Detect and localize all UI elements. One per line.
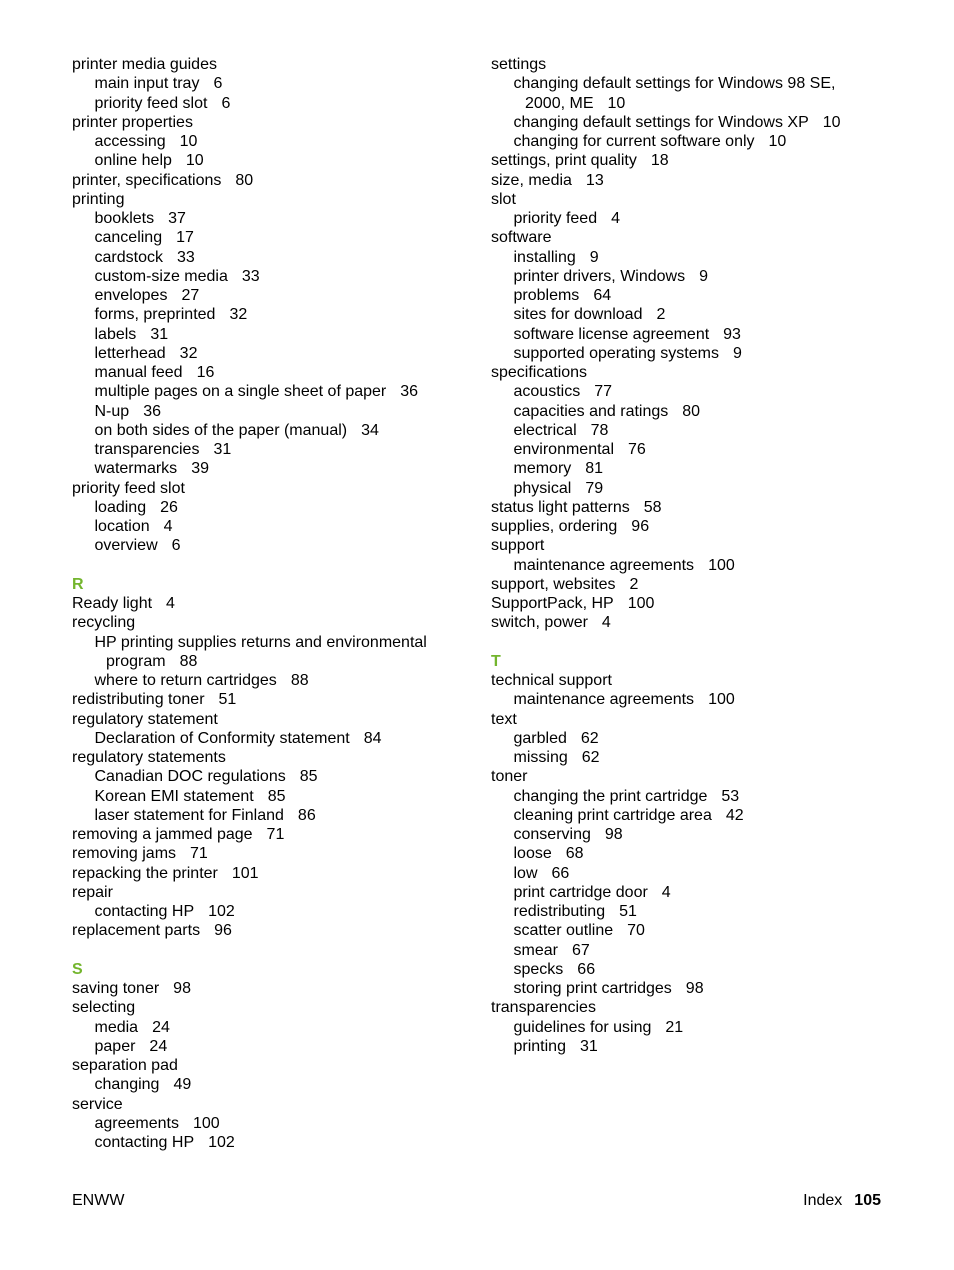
entry-text: software — [491, 229, 552, 247]
entry-text: smear — [513, 941, 558, 959]
index-entry — [491, 228, 891, 247]
entry-text: removing jams — [72, 845, 177, 863]
index-subentry — [491, 74, 891, 93]
index-subentry — [491, 921, 891, 940]
index-subentry — [72, 1114, 472, 1133]
index-subentry — [491, 748, 891, 767]
index-subentry — [72, 1133, 472, 1152]
index-entry — [72, 1095, 472, 1114]
entry-text: environmental — [513, 441, 614, 458]
entry-text: maintenance agreements — [513, 691, 695, 709]
entry-text: 2000, ME — [525, 94, 594, 112]
entry-text: separation pad — [72, 1057, 178, 1074]
index-entry — [72, 113, 472, 132]
entry-text: specks — [513, 960, 564, 978]
entry-text: printer, specifications — [72, 171, 222, 189]
entry-text: support — [491, 537, 545, 555]
index-subentry — [491, 479, 891, 498]
page-reference-link[interactable]: 18 — [650, 152, 669, 170]
index-column-left — [72, 55, 472, 1152]
entry-text: multiple pages on a single sheet of paper — [94, 383, 387, 401]
index-subentry — [72, 1037, 472, 1056]
entry-text: support, websites — [491, 575, 616, 593]
index-subentry — [72, 1075, 472, 1094]
index-subentry — [72, 633, 472, 652]
entry-text: SupportPack, HP — [491, 595, 614, 612]
entry-text: switch, power — [491, 614, 588, 632]
entry-text: on both sides of the paper (manual) — [94, 421, 348, 439]
page-reference-link[interactable]: 6 — [171, 537, 181, 555]
index-entry — [72, 479, 472, 498]
entry-text: electrical — [513, 421, 577, 439]
index-subentry — [72, 248, 472, 267]
page-reference-link[interactable]: 6 — [221, 94, 231, 112]
index-subentry — [491, 690, 891, 709]
index-subentry — [72, 74, 472, 93]
index-subentry — [72, 767, 472, 786]
page-reference-link[interactable]: 71 — [266, 826, 285, 843]
entry-text: saving toner — [72, 980, 160, 997]
page-reference-link[interactable]: 84 — [363, 729, 382, 747]
page-reference-link[interactable]: 88 — [290, 672, 309, 689]
index-entry — [491, 55, 891, 74]
page-reference-link[interactable]: 36 — [400, 383, 419, 401]
index-subentry — [72, 267, 472, 286]
entry-text: labels — [94, 325, 137, 343]
entry-text: forms, preprinted — [94, 306, 216, 324]
index-entry — [491, 151, 891, 170]
index-subentry — [491, 825, 891, 844]
index-subentry — [491, 421, 891, 440]
page-reference-link[interactable]: 27 — [181, 287, 200, 304]
entry-text: cardstock — [94, 248, 163, 266]
page-reference-link[interactable]: 53 — [721, 787, 740, 805]
page-reference-link[interactable]: 42 — [725, 806, 744, 824]
page-reference-link[interactable]: 85 — [299, 768, 318, 786]
index-subentry — [72, 305, 472, 324]
entry-text: canceling — [94, 229, 163, 247]
index-subentry — [72, 209, 472, 228]
index-entry — [72, 844, 472, 863]
page-reference-link[interactable]: 9 — [589, 248, 599, 266]
entry-text: Ready light — [72, 595, 153, 612]
index-subentry — [72, 228, 472, 247]
entry-text: specifications — [491, 364, 588, 381]
entry-text: repair — [72, 883, 113, 901]
page-reference-link[interactable]: 4 — [163, 518, 173, 535]
page-reference-link[interactable]: 98 — [604, 826, 623, 843]
page-reference-link[interactable]: 36 — [143, 402, 161, 420]
entry-text: settings, print quality — [491, 152, 637, 170]
entry-text: low — [513, 864, 538, 882]
entry-text: program — [106, 652, 166, 670]
index-subentry — [72, 498, 472, 517]
index-subentry — [491, 556, 891, 575]
page-reference-link[interactable]: 93 — [723, 325, 741, 343]
index-subentry — [72, 440, 472, 459]
entry-text: capacities and ratings — [513, 402, 669, 420]
page-reference-link[interactable]: 4 — [661, 883, 671, 901]
page-reference-link[interactable]: 62 — [581, 749, 600, 766]
entry-text: acoustics — [513, 383, 581, 401]
entry-text: print cartridge door — [513, 883, 648, 901]
index-entry — [72, 748, 472, 767]
entry-text: size, media — [491, 171, 572, 189]
index-subentry — [491, 459, 891, 478]
entry-text: regulatory statements — [72, 749, 226, 766]
page-reference-link[interactable]: 10 — [179, 133, 198, 150]
entry-text: redistributing — [513, 903, 606, 920]
index-entry — [72, 825, 472, 844]
page-reference-link[interactable]: 80 — [235, 171, 254, 189]
entry-text: agreements — [94, 1114, 179, 1132]
index-subentry — [491, 132, 891, 151]
index-entry — [491, 363, 891, 382]
page-reference-link[interactable]: 31 — [213, 441, 232, 458]
entry-text: letterhead — [94, 344, 166, 362]
page-reference-link[interactable]: 6 — [213, 75, 223, 93]
index-entry — [72, 171, 472, 190]
entry-text: memory — [513, 460, 572, 478]
page-reference-link[interactable]: 67 — [571, 941, 590, 959]
footer-page-info — [803, 1192, 881, 1210]
page-reference-link[interactable]: 33 — [241, 267, 260, 285]
index-entry — [491, 536, 891, 555]
entry-text: installing — [513, 248, 576, 266]
index-subentry — [72, 421, 472, 440]
page-reference-link[interactable]: 98 — [685, 980, 704, 997]
page-reference-link[interactable]: 24 — [149, 1037, 168, 1055]
page-reference-link[interactable]: 78 — [590, 421, 609, 439]
index-entry — [72, 594, 472, 613]
page-reference-link[interactable]: 101 — [231, 864, 259, 882]
index-entry-continuation — [72, 652, 472, 671]
entry-text: service — [72, 1095, 123, 1113]
entry-text: status light patterns — [491, 498, 630, 516]
entry-text: storing print cartridges — [513, 980, 672, 997]
entry-text: online help — [94, 152, 172, 170]
entry-text: booklets — [94, 210, 155, 227]
page-reference-link[interactable]: 51 — [619, 903, 637, 920]
page-reference-link[interactable]: 100 — [627, 595, 655, 612]
entry-text: printer drivers, Windows — [513, 267, 686, 285]
page-reference-link[interactable]: 34 — [361, 421, 379, 439]
entry-text: priority feed slot — [94, 94, 208, 112]
index-subentry — [491, 344, 891, 363]
index-entry — [491, 998, 891, 1017]
entry-text: custom-size media — [94, 267, 228, 285]
index-subentry — [72, 902, 472, 921]
index-subentry — [491, 941, 891, 960]
entry-text: problems — [513, 287, 580, 304]
index-subentry — [72, 94, 472, 113]
index-entry — [72, 55, 472, 74]
index-subentry — [72, 517, 472, 536]
entry-text: supported operating systems — [513, 344, 719, 362]
index-subentry — [491, 960, 891, 979]
page-reference-link[interactable]: 102 — [208, 903, 235, 920]
index-subentry — [491, 305, 891, 324]
index-subentry — [491, 787, 891, 806]
entry-text: recycling — [72, 614, 136, 632]
entry-text: contacting HP — [94, 903, 195, 920]
entry-text: laser statement for Finland — [94, 806, 284, 824]
index-subentry — [491, 729, 891, 748]
entry-text: priority feed — [513, 210, 598, 227]
index-subentry — [72, 286, 472, 305]
index-entry-continuation — [491, 94, 891, 113]
page-reference-link[interactable]: 86 — [297, 806, 316, 824]
index-subentry — [491, 325, 891, 344]
entry-text: envelopes — [94, 287, 168, 304]
page-reference-link[interactable]: 10 — [822, 113, 841, 131]
index-subentry — [491, 402, 891, 421]
page-reference-link[interactable]: 81 — [585, 460, 604, 478]
entry-text: printing — [513, 1037, 566, 1055]
page-reference-link[interactable]: 4 — [611, 210, 620, 227]
index-entry — [491, 613, 891, 632]
entry-text: supplies, ordering — [491, 518, 618, 535]
entry-text: conserving — [513, 826, 591, 843]
index-subentry — [491, 267, 891, 286]
page-reference-link[interactable]: 100 — [708, 556, 735, 574]
index-subentry — [491, 979, 891, 998]
index-entry — [72, 979, 472, 998]
entry-text: paper — [94, 1037, 136, 1055]
index-subentry — [72, 729, 472, 748]
page-reference-link[interactable]: 9 — [732, 344, 742, 362]
entry-text: Korean EMI statement — [94, 787, 254, 805]
index-subentry — [491, 113, 891, 132]
entry-text: changing default settings for Windows 98 SE, — [513, 75, 836, 93]
entry-text: changing for current software only — [513, 133, 755, 150]
index-entry — [491, 767, 891, 786]
page-reference-link[interactable]: 64 — [593, 287, 612, 304]
entry-text: transparencies — [491, 999, 596, 1017]
index-column-right — [491, 55, 891, 1056]
page-reference-link[interactable]: 10 — [607, 94, 626, 112]
page-reference-link[interactable]: 88 — [179, 652, 198, 670]
entry-text: N-up — [94, 402, 130, 420]
page-reference-link[interactable]: 49 — [173, 1076, 192, 1094]
page-reference-link[interactable]: 66 — [577, 960, 596, 978]
index-subentry — [72, 344, 472, 363]
page-reference-link[interactable]: 77 — [594, 383, 612, 401]
entry-text: cleaning print cartridge area — [513, 806, 712, 824]
entry-text: manual feed — [94, 364, 183, 381]
page-reference-link[interactable]: 26 — [160, 498, 178, 516]
entry-text: loose — [513, 845, 552, 863]
entry-text: watermarks — [94, 460, 178, 478]
entry-text: physical — [513, 479, 572, 497]
entry-text: settings — [491, 56, 547, 73]
page-reference-link[interactable]: 96 — [214, 922, 232, 940]
index-subentry — [72, 325, 472, 344]
index-subentry — [72, 671, 472, 690]
index-entry — [491, 171, 891, 190]
section-letter: S — [72, 960, 83, 978]
section-letter: R — [72, 575, 84, 593]
page-reference-link[interactable]: 70 — [627, 922, 645, 940]
index-entry — [72, 1056, 472, 1075]
index-entry — [72, 883, 472, 902]
page-reference-link[interactable]: 31 — [579, 1037, 598, 1055]
index-subentry — [72, 1018, 472, 1037]
page-reference-link[interactable]: 71 — [190, 845, 208, 863]
entry-text: sites for download — [513, 306, 643, 324]
page-reference-link[interactable]: 62 — [580, 729, 599, 747]
page-reference-link[interactable]: 16 — [196, 364, 215, 381]
entry-text: HP printing supplies returns and environmental — [94, 633, 427, 651]
entry-text: where to return cartridges — [94, 672, 277, 689]
index-subentry — [491, 248, 891, 267]
entry-text: replacement parts — [72, 922, 201, 940]
index-subentry — [491, 864, 891, 883]
entry-text: transparencies — [94, 441, 200, 458]
page-reference-link[interactable]: 33 — [176, 248, 195, 266]
entry-text: media — [94, 1018, 139, 1036]
index-entry — [72, 710, 472, 729]
entry-text: slot — [491, 190, 516, 208]
entry-text: changing default settings for Windows XP — [513, 113, 809, 131]
entry-text: selecting — [72, 999, 136, 1017]
page-reference-link[interactable]: 39 — [191, 460, 209, 478]
entry-text: toner — [491, 768, 528, 786]
index-entry — [491, 671, 891, 690]
entry-text: repacking the printer — [72, 864, 218, 882]
page-reference-link[interactable]: 100 — [708, 691, 735, 709]
entry-text: overview — [94, 537, 158, 555]
page-reference-link[interactable]: 2 — [629, 575, 639, 593]
page-reference-link[interactable]: 24 — [152, 1018, 170, 1036]
index-subentry — [491, 1018, 891, 1037]
entry-text: guidelines for using — [513, 1018, 652, 1036]
entry-text: location — [94, 518, 150, 535]
index-subentry — [491, 883, 891, 902]
index-subentry — [491, 286, 891, 305]
page-reference-link[interactable]: 31 — [150, 325, 169, 343]
page-reference-link[interactable]: 100 — [193, 1114, 220, 1132]
index-subentry — [72, 382, 472, 401]
page-reference-link[interactable]: 76 — [628, 441, 646, 458]
page-reference-link[interactable]: 51 — [218, 691, 237, 709]
entry-text: Canadian DOC regulations — [94, 768, 286, 786]
entry-text: main input tray — [94, 75, 200, 93]
index-entry — [72, 998, 472, 1017]
page-reference-link[interactable]: 9 — [699, 267, 709, 285]
index-entry — [491, 498, 891, 517]
entry-text: garbled — [513, 729, 567, 747]
page-reference-link[interactable]: 13 — [585, 171, 604, 189]
page-reference-link[interactable]: 32 — [179, 344, 198, 362]
page-reference-link[interactable]: 10 — [768, 133, 787, 150]
entry-text: redistributing toner — [72, 691, 205, 709]
index-subentry — [491, 806, 891, 825]
index-subentry — [491, 382, 891, 401]
index-subentry — [72, 787, 472, 806]
entry-text: regulatory statement — [72, 710, 218, 728]
index-entry — [491, 517, 891, 536]
page-reference-link[interactable]: 21 — [665, 1018, 684, 1036]
entry-text: maintenance agreements — [513, 556, 695, 574]
entry-text: software license agreement — [513, 325, 710, 343]
page-reference-link[interactable]: 98 — [173, 980, 191, 997]
page-reference-link[interactable]: 80 — [682, 402, 701, 420]
index-subentry — [72, 806, 472, 825]
entry-text: missing — [513, 749, 568, 766]
index-subentry — [72, 132, 472, 151]
page-reference-link[interactable]: 96 — [631, 518, 650, 535]
index-entry — [491, 190, 891, 209]
footer-locale: ENWW — [72, 1192, 125, 1209]
page-number: 105 — [854, 1192, 881, 1209]
index-entry — [72, 613, 472, 632]
entry-text: technical support — [491, 672, 612, 689]
page-reference-link[interactable]: 4 — [166, 595, 175, 612]
page-reference-link[interactable]: 2 — [656, 306, 666, 324]
page-reference-link[interactable]: 79 — [585, 479, 604, 497]
page-reference-link[interactable]: 32 — [229, 306, 248, 324]
index-entry — [491, 710, 891, 729]
index-entry — [72, 190, 472, 209]
entry-text: Declaration of Conformity statement — [94, 729, 350, 747]
entry-text: contacting HP — [94, 1134, 195, 1151]
entry-text: accessing — [94, 133, 166, 150]
page-reference-link[interactable]: 37 — [168, 210, 186, 227]
index-entry — [491, 594, 891, 613]
entry-text: loading — [94, 498, 147, 516]
index-subentry — [491, 1037, 891, 1056]
page-reference-link[interactable]: 17 — [176, 229, 194, 247]
entry-text: printer media guides — [72, 56, 217, 73]
page-reference-link[interactable]: 68 — [565, 845, 584, 863]
entry-text: printer properties — [72, 113, 193, 131]
page-reference-link[interactable]: 4 — [601, 614, 611, 632]
entry-text: removing a jammed page — [72, 826, 253, 843]
index-subentry — [72, 536, 472, 555]
section-letter: T — [491, 652, 501, 670]
index-subentry — [491, 440, 891, 459]
index-entry — [491, 575, 891, 594]
entry-text: printing — [72, 190, 125, 208]
index-subentry — [72, 363, 472, 382]
page-reference-link[interactable]: 10 — [185, 152, 204, 170]
entry-text: changing — [94, 1076, 160, 1094]
index-subentry — [72, 459, 472, 478]
index-subentry — [72, 402, 472, 421]
index-subentry — [491, 902, 891, 921]
footer-section: Index — [803, 1192, 843, 1209]
index-subentry — [491, 209, 891, 228]
entry-text: text — [491, 710, 517, 728]
page-reference-link[interactable]: 102 — [208, 1134, 235, 1151]
index-entry — [72, 690, 472, 709]
index-subentry — [72, 151, 472, 170]
entry-text: priority feed slot — [72, 479, 185, 497]
page-reference-link[interactable]: 66 — [551, 864, 570, 882]
page-reference-link[interactable]: 58 — [643, 498, 662, 516]
index-subentry — [491, 844, 891, 863]
index-entry — [72, 864, 472, 883]
index-entry — [72, 921, 472, 940]
entry-text: changing the print cartridge — [513, 787, 708, 805]
entry-text: scatter outline — [513, 922, 614, 940]
page-reference-link[interactable]: 85 — [267, 787, 286, 805]
